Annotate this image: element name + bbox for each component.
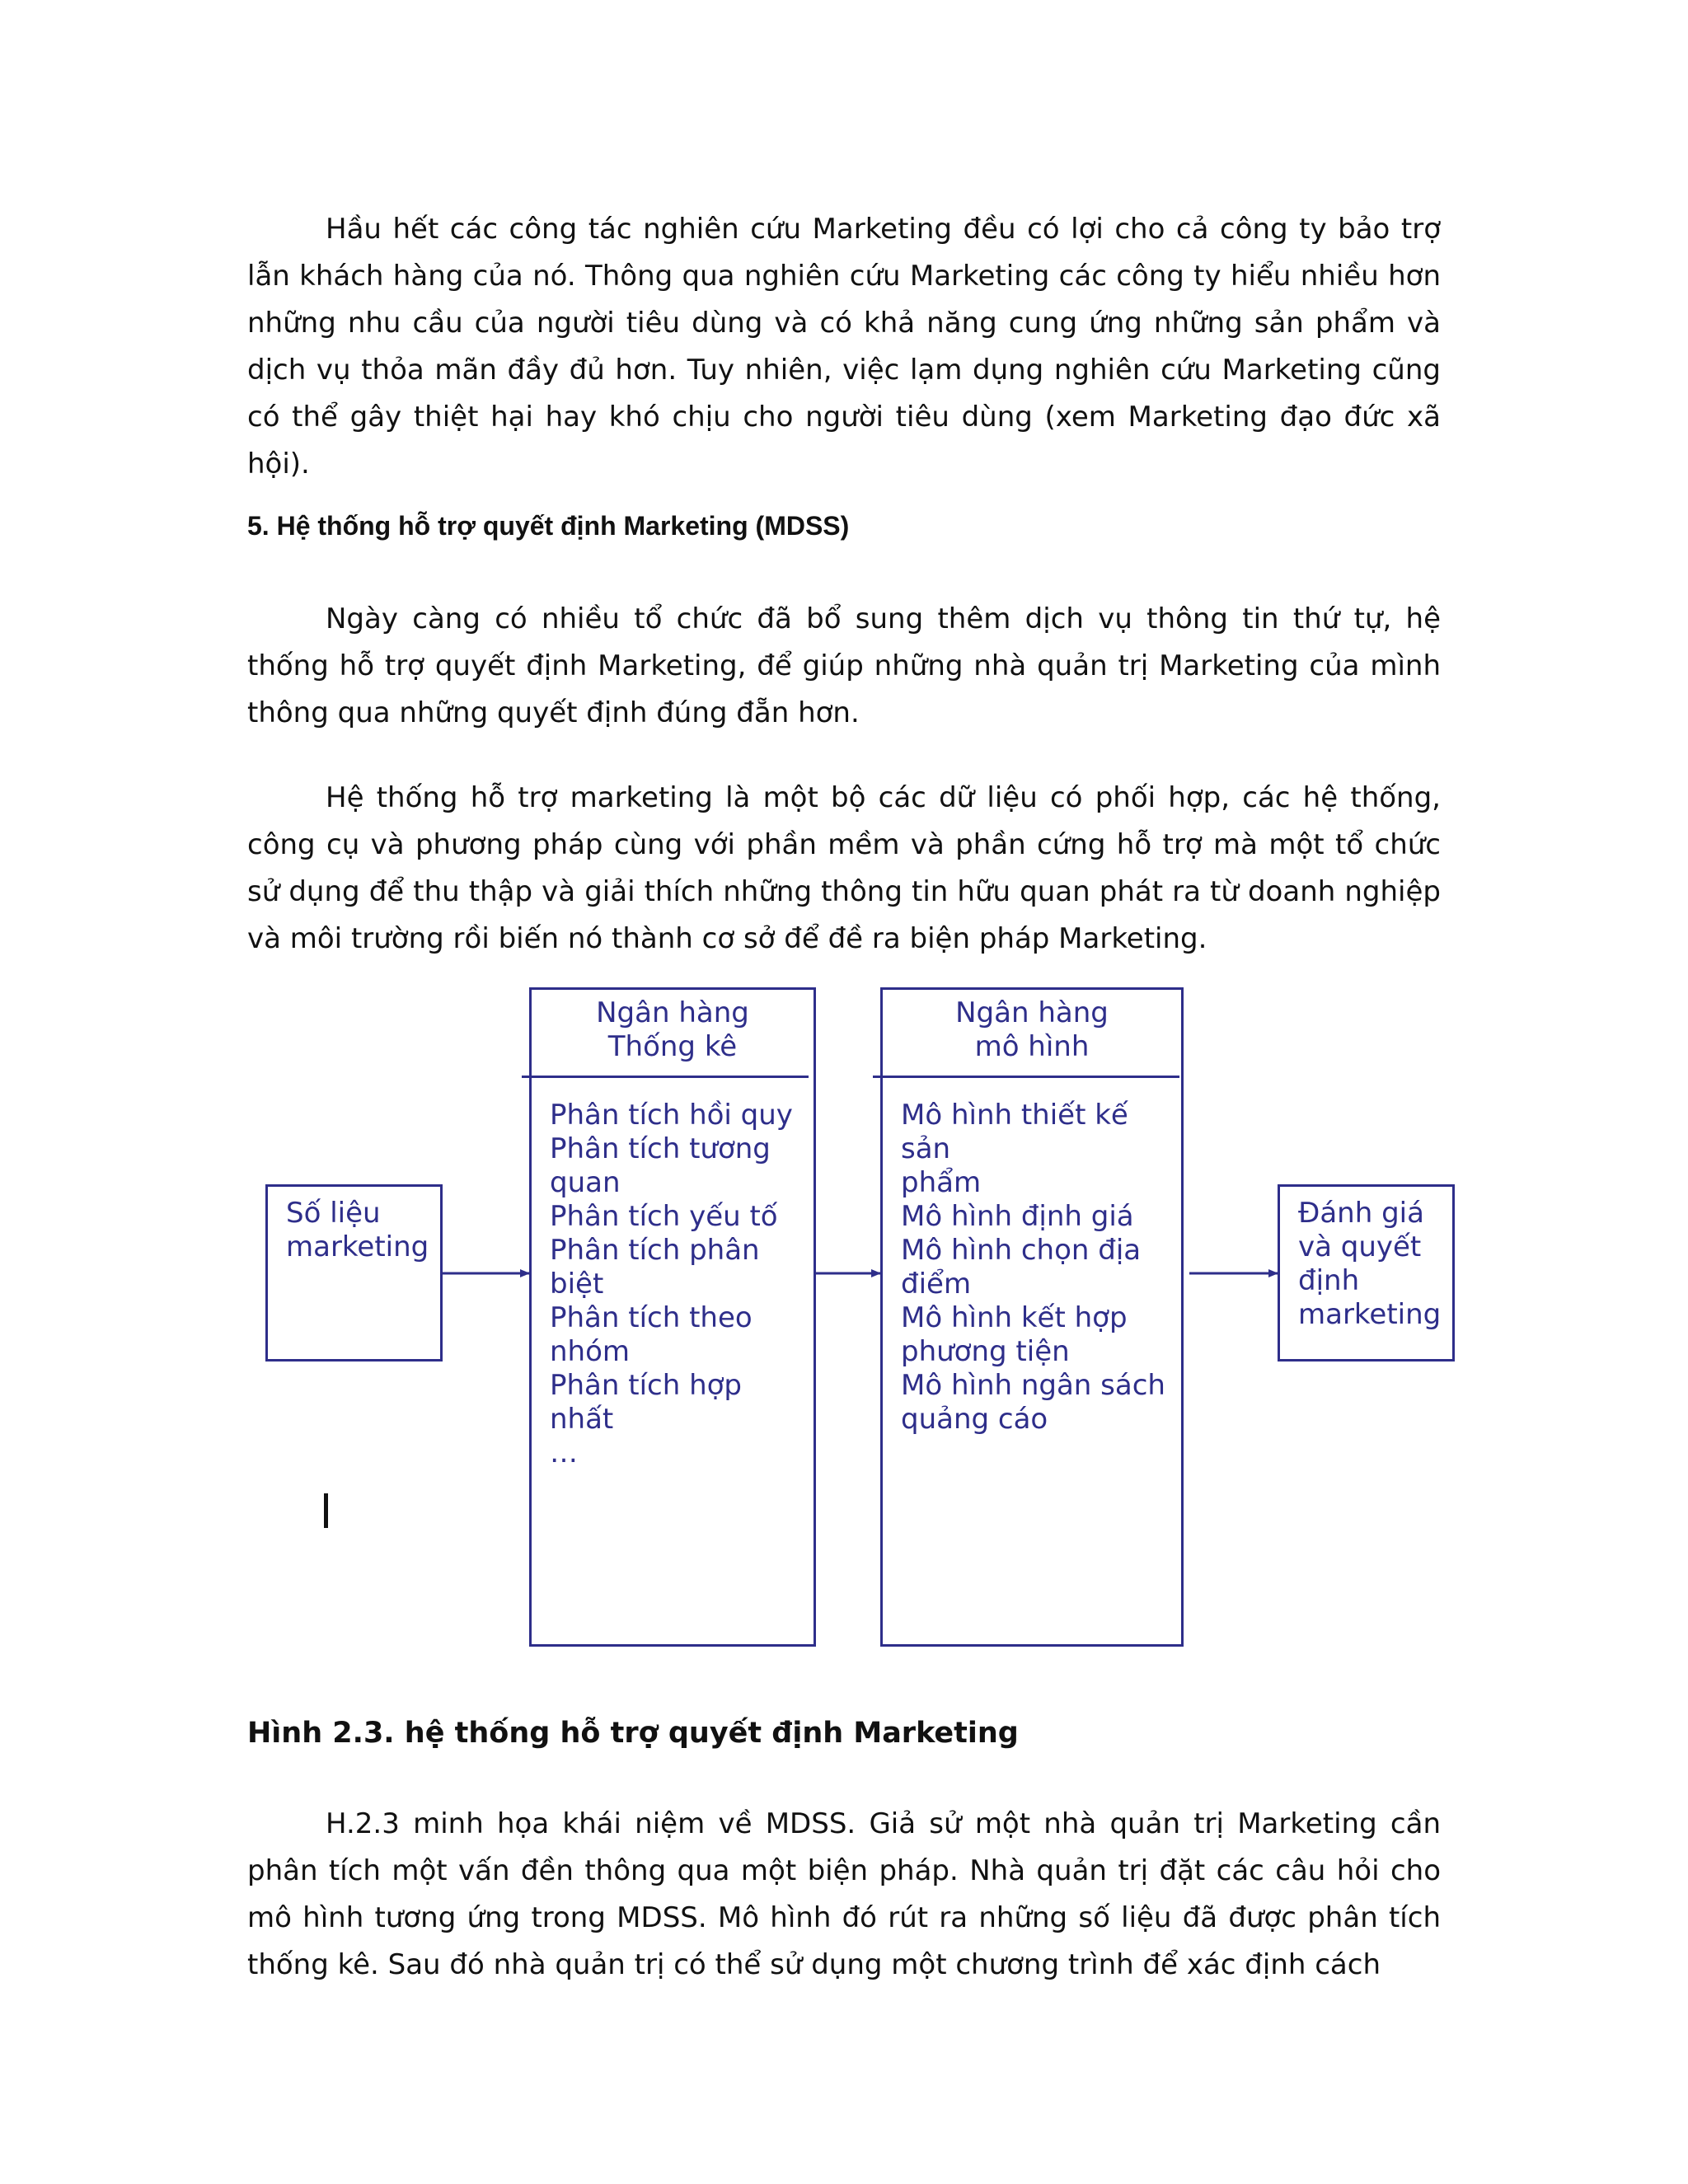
output-box-label (1298, 1197, 1442, 1332)
stats-item: biệt (550, 1268, 604, 1301)
model-bank-divider (873, 1076, 1179, 1078)
paragraph-mdss-explanation: H.2.3 minh họa khái niệm về MDSS. Giả sử một nhà quản trị Marketing cần phân tích một vấn đền thông qua một biện pháp. Nhà quản trị đặt các câu hỏi cho mô hình tương ứng trong MDSS. Mô hình đó rút ra những số liệu đã được phân tích thống kê. Sau đó nhà quản trị có thể sử dụng một chương trình để xác định cách (247, 1807, 1441, 1981)
output-line-4: marketing (1298, 1298, 1442, 1331)
model-bank-title (883, 990, 1181, 1064)
output-line-1: Đánh giá (1298, 1197, 1424, 1230)
output-line-3: định (1298, 1264, 1360, 1297)
paragraph-mdss-intro: Ngày càng có nhiều tổ chức đã bổ sung thêm dịch vụ thông tin thứ tự, hệ thống hỗ trợ quyết định Marketing, để giúp những nhà quản trị Marketing của mình thông qua những quyết định đúng đẵn hơn. (247, 602, 1441, 729)
model-title-line-1: Ngân hàng (955, 996, 1109, 1029)
paragraph-mdss-definition: Hệ thống hỗ trợ marketing là một bộ các dữ liệu có phối hợp, các hệ thống, công cụ và phương pháp cùng với phần mềm và phần cứng hỗ trợ mà một tổ chức sử dụng để thu thập và giải thích những thông tin hữu quan phát ra từ doanh nghiệp và môi trường rồi biến nó thành cơ sở để đề ra biện pháp Marketing. (247, 781, 1441, 955)
stats-bank-list (550, 1099, 799, 1470)
stats-bank-divider (522, 1076, 809, 1078)
stats-item: Phân tích phân (550, 1234, 760, 1267)
model-bank-box (880, 987, 1184, 1647)
stats-item: nhất (550, 1403, 614, 1436)
text-cursor-mark (324, 1493, 328, 1528)
input-line-1: Số liệu (286, 1197, 381, 1230)
model-item: điểm (901, 1268, 972, 1301)
output-box (1278, 1184, 1455, 1361)
model-bank-list (901, 1099, 1166, 1436)
model-title-line-2: mô hình (974, 1030, 1090, 1063)
stats-item: nhóm (550, 1335, 631, 1368)
stats-item: Phân tích yếu tố (550, 1200, 778, 1233)
stats-item: Phân tích tương (550, 1132, 771, 1165)
paragraph-intro: Hầu hết các công tác nghiên cứu Marketing đều có lợi cho cả công ty bảo trợ lẫn khách hàng của nó. Thông qua nghiên cứu Marketing các công ty hiểu nhiều hơn những nhu cầu của người tiêu dùng và có khả năng cung ứng những sản phẩm và dịch vụ thỏa mãn đầy đủ hơn. Tuy nhiên, việc lạm dụng nghiên cứu Marketing cũng có thể gây thiệt hại hay khó chịu cho người tiêu dùng (xem Marketing đạo đức xã hội). (247, 213, 1441, 480)
output-line-2: và quyết (1298, 1230, 1422, 1263)
stats-item: Phân tích theo (550, 1301, 753, 1334)
model-item: Mô hình thiết kế sản (901, 1099, 1128, 1165)
stats-title-line-1: Ngân hàng (596, 996, 749, 1029)
section-heading: 5. Hệ thống hỗ trợ quyết định Marketing (MDSS) (247, 511, 850, 541)
input-line-2: marketing (286, 1230, 429, 1263)
model-item: Mô hình định giá (901, 1200, 1134, 1233)
stats-bank-box (529, 987, 816, 1647)
model-item: Mô hình kết hợp (901, 1301, 1128, 1334)
input-box-label (286, 1197, 430, 1264)
model-item: quảng cáo (901, 1403, 1048, 1436)
stats-item: quan (550, 1166, 621, 1199)
stats-item: Phân tích hợp (550, 1369, 743, 1402)
model-item: phương tiện (901, 1335, 1070, 1368)
model-item: phẩm (901, 1166, 982, 1199)
figure-caption: Hình 2.3. hệ thống hỗ trợ quyết định Marketing (247, 1717, 1019, 1750)
model-item: Mô hình chọn địa (901, 1234, 1142, 1267)
stats-item: Phân tích hồi quy (550, 1099, 793, 1132)
model-item: Mô hình ngân sách (901, 1369, 1165, 1402)
stats-bank-title (532, 990, 814, 1064)
stats-title-line-2: Thống kê (607, 1030, 738, 1063)
input-box (265, 1184, 443, 1361)
stats-item: … (550, 1436, 578, 1469)
